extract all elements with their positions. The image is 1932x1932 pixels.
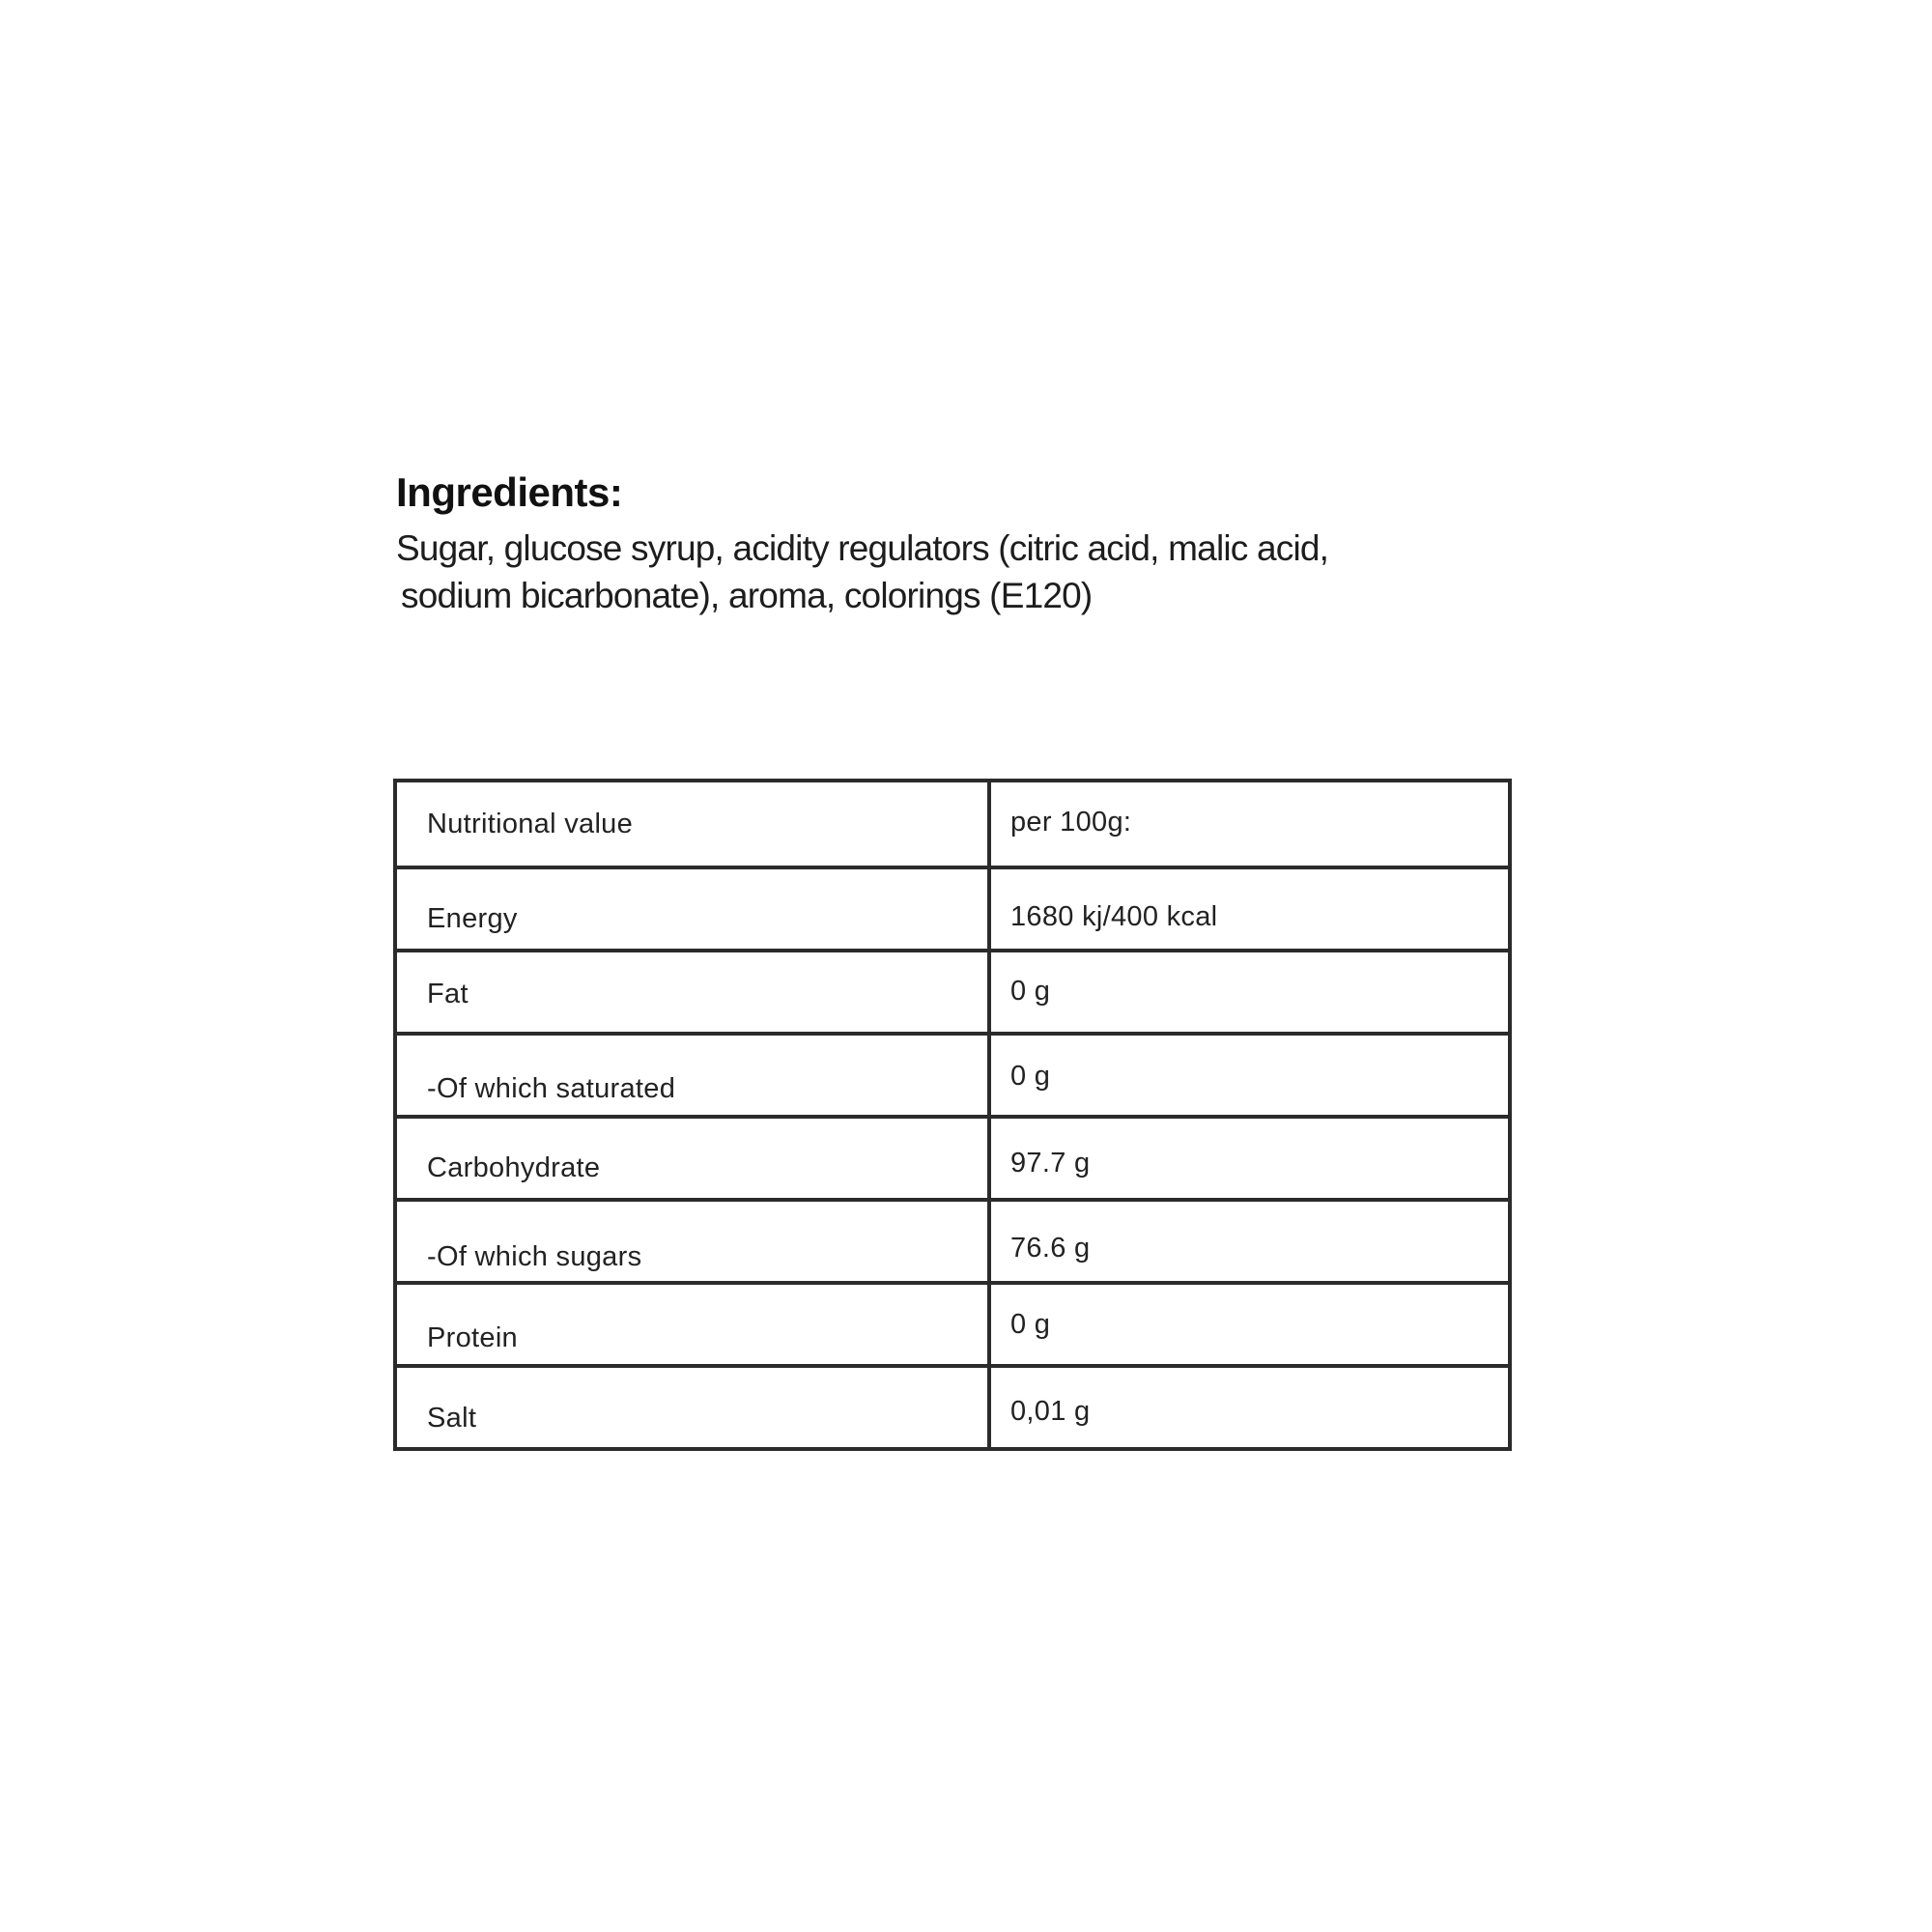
nutrition-label-cell: Energy: [397, 869, 991, 949]
nutrition-label-cell: -Of which sugars: [397, 1202, 991, 1281]
nutrition-table: [393, 779, 1512, 1451]
nutrition-value-cell: per 100g:: [1010, 807, 1132, 838]
nutrition-value-cell: 0 g: [1010, 1309, 1051, 1340]
nutrition-label-cell: Protein: [397, 1285, 991, 1364]
ingredients-section: [396, 470, 1536, 619]
nutrition-label-cell: Fat: [397, 952, 991, 1032]
nutrition-label-cell: Salt: [397, 1368, 991, 1447]
nutrition-row-fat: [397, 949, 1508, 1032]
nutrition-row-protein: [397, 1281, 1508, 1364]
nutrition-value-cell: 0 g: [1010, 1061, 1051, 1092]
nutrition-row-header: [397, 782, 1508, 866]
nutrition-label-cell: -Of which saturated: [397, 1036, 991, 1115]
nutrition-value-cell: 97.7 g: [1010, 1148, 1091, 1179]
nutrition-value-cell: 76.6 g: [1010, 1233, 1091, 1264]
ingredients-text-line-1: Sugar, glucose syrup, acidity regulators (citric acid, malic acid,: [396, 528, 1329, 568]
nutrition-value-cell: 0,01 g: [1010, 1396, 1091, 1427]
nutrition-value-cell: 0 g: [1010, 976, 1051, 1007]
nutrition-row-energy: [397, 866, 1508, 949]
ingredients-text-line-2: sodium bicarbonate), aroma, colorings (E120): [401, 576, 1093, 615]
nutrition-label-cell: Nutritional value: [397, 782, 991, 866]
nutrition-label-cell: Carbohydrate: [397, 1119, 991, 1198]
nutrition-value-cell: 1680 kj/400 kcal: [1010, 901, 1218, 932]
ingredients-heading: Ingredients:: [396, 469, 623, 515]
nutrition-row-salt: [397, 1364, 1508, 1447]
nutrition-row-carbohydrate: [397, 1115, 1508, 1198]
nutrition-row-sugars: [397, 1198, 1508, 1281]
nutrition-row-saturated: [397, 1032, 1508, 1115]
